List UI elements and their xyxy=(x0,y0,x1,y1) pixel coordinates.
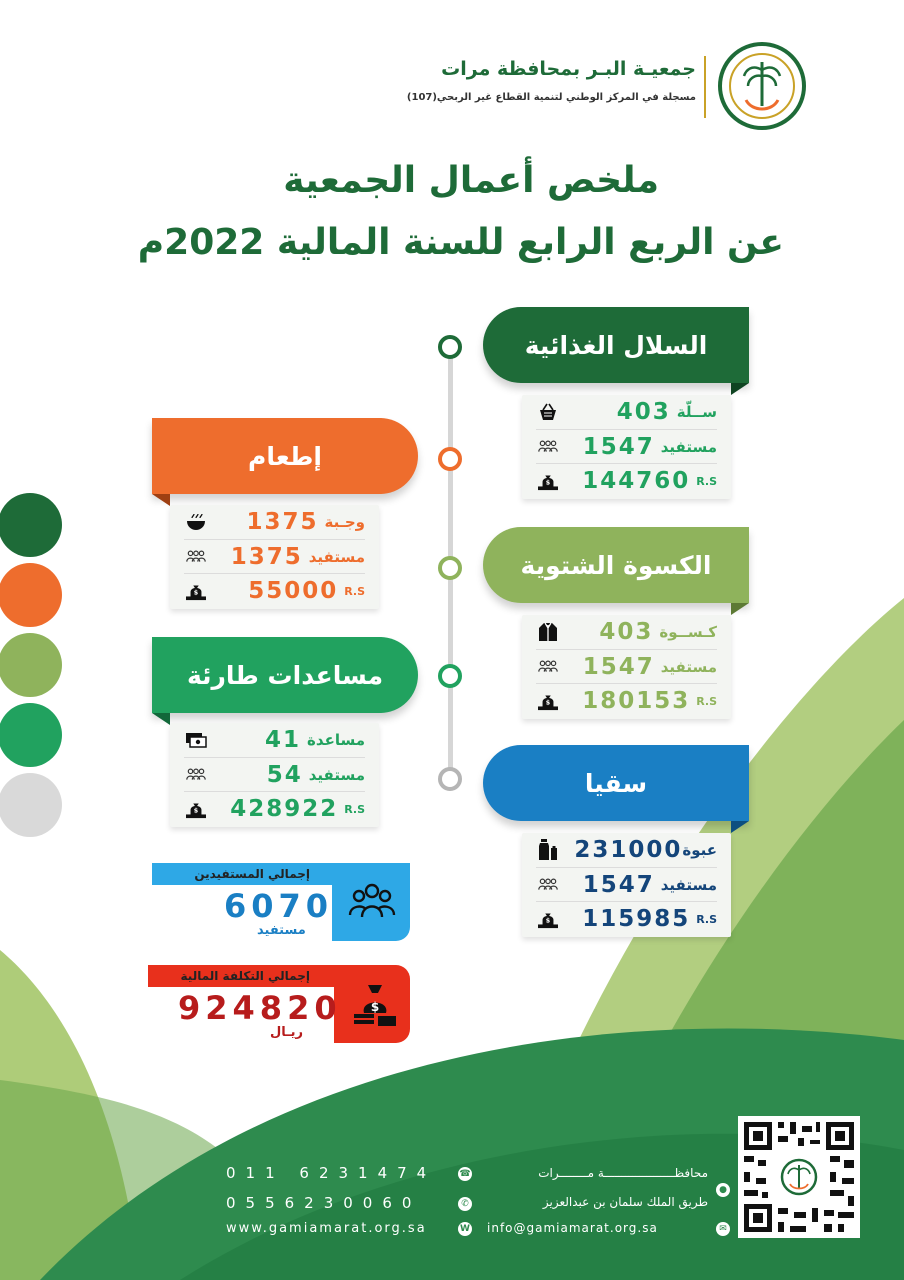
stat-value: 428922 xyxy=(230,796,339,822)
footer-address: طريق الملك سلمان بن عبدالعزيز xyxy=(542,1195,708,1209)
timeline-dot-clothing xyxy=(438,556,462,580)
footer-phone-landline[interactable]: 011 6231474 xyxy=(226,1164,437,1182)
footer-website[interactable]: www.gamiamarat.org.sa xyxy=(226,1221,427,1236)
total-beneficiaries-label: إجمالي المستفيدين xyxy=(194,867,310,881)
stat-row xyxy=(536,867,717,902)
whatsapp-icon: ✆ xyxy=(458,1197,472,1211)
money-bag-icon xyxy=(184,580,208,602)
qr-code[interactable] xyxy=(738,1116,860,1238)
people-icon xyxy=(536,436,560,458)
stat-value: 403 xyxy=(599,619,654,645)
stats-card-winter-clothing xyxy=(522,615,731,719)
category-banner-food-baskets xyxy=(483,307,749,383)
feeding-title: إطعام xyxy=(248,441,322,471)
people-icon xyxy=(184,546,208,568)
stat-row xyxy=(184,791,365,826)
stats-card-feeding xyxy=(170,505,379,609)
page-title: ملخص أعمال الجمعية xyxy=(283,160,659,201)
stats-card-emergency-aid xyxy=(170,723,379,827)
stat-value: 403 xyxy=(616,399,671,425)
stat-value: 1375 xyxy=(230,544,303,570)
currency-label: R.S xyxy=(344,584,365,598)
stat-label: وجـبة xyxy=(324,513,365,531)
page-subtitle: عن الربع الرابع للسنة المالية 2022م xyxy=(137,222,784,263)
category-banner-water xyxy=(483,745,749,821)
stat-label: كـســوة xyxy=(659,623,717,641)
stat-row xyxy=(536,615,717,649)
stat-value: 41 xyxy=(265,727,302,753)
stat-row xyxy=(536,429,717,464)
currency-label: R.S xyxy=(696,474,717,488)
total-cost-box xyxy=(148,965,410,1043)
winter-clothing-title: الكسوة الشتوية xyxy=(520,550,712,580)
header-divider xyxy=(704,56,706,118)
emergency-aid-title: مساعدات طارئة xyxy=(186,660,384,690)
stat-label: مستفيد xyxy=(308,766,365,784)
category-banner-emergency-aid xyxy=(152,637,418,713)
phone-icon: ☎ xyxy=(459,1169,471,1179)
color-dot-light-green xyxy=(0,633,62,697)
currency-label: R.S xyxy=(344,802,365,816)
banner-fold xyxy=(731,603,749,615)
money-bag-icon xyxy=(352,979,398,1029)
banner-fold xyxy=(731,821,749,833)
money-bag-icon xyxy=(536,470,560,492)
stat-value: 1375 xyxy=(246,509,319,535)
jacket-icon xyxy=(536,621,560,643)
stat-value: 55000 xyxy=(248,578,339,604)
stat-row xyxy=(536,395,717,429)
timeline-dot-food xyxy=(438,335,462,359)
stat-label: مستفيد xyxy=(308,548,365,566)
people-icon xyxy=(184,764,208,786)
cash-icon xyxy=(184,729,208,751)
location-icon: ● xyxy=(716,1183,730,1197)
total-cost-unit: ريـال xyxy=(270,1025,303,1040)
stat-row xyxy=(184,723,365,757)
stat-row xyxy=(184,757,365,792)
svg-text:$: $ xyxy=(370,1000,380,1014)
footer-city: محافظــــــــــــــــــــة مــــــــرات xyxy=(538,1166,708,1180)
color-dot-teal xyxy=(0,703,62,767)
group-people-icon xyxy=(348,881,396,921)
category-banner-feeding xyxy=(152,418,418,494)
logo-seal xyxy=(716,40,808,132)
stat-label: مستفيد xyxy=(660,876,717,894)
stat-value: 1547 xyxy=(582,654,655,680)
stat-value: 115985 xyxy=(582,906,691,932)
banner-fold xyxy=(152,494,170,506)
color-dot-orange xyxy=(0,563,62,627)
stat-label: ســلّة xyxy=(676,403,717,421)
stat-value: 1547 xyxy=(582,434,655,460)
stat-row xyxy=(184,539,365,574)
web-icon: W xyxy=(458,1222,472,1236)
currency-label: R.S xyxy=(696,912,717,926)
footer-phone-mobile[interactable]: 0556230060 xyxy=(226,1194,422,1212)
people-icon xyxy=(536,874,560,896)
stat-row xyxy=(536,833,717,867)
color-dot-dark-green xyxy=(0,493,62,557)
stat-row xyxy=(536,901,717,936)
org-name: جمعيـة البـر بمحافظة مرات xyxy=(441,58,696,80)
timeline-dot-emergency xyxy=(438,664,462,688)
total-cost-value: 924820 xyxy=(178,989,342,1027)
currency-label: R.S xyxy=(696,694,717,708)
color-dot-gray xyxy=(0,773,62,837)
stat-value: 231000 xyxy=(574,837,683,863)
money-bag-icon xyxy=(536,908,560,930)
stat-label: مستفيد xyxy=(660,438,717,456)
stat-value: 54 xyxy=(266,762,303,788)
stats-card-food-baskets xyxy=(522,395,731,499)
stat-value: 1547 xyxy=(582,872,655,898)
banner-fold xyxy=(152,713,170,725)
stat-row xyxy=(536,683,717,718)
food-baskets-title: السلال الغذائية xyxy=(524,330,708,360)
org-registration: مسجلة في المركز الوطني لتنمية القطاع غير الربحي(107) xyxy=(406,92,696,103)
water-title: سقيا xyxy=(584,768,648,798)
stat-label: مستفيد xyxy=(660,658,717,676)
money-bag-icon xyxy=(184,798,208,820)
water-bottle-icon xyxy=(536,839,560,861)
stats-card-water xyxy=(522,833,731,937)
total-beneficiaries-box xyxy=(152,863,410,941)
stat-row xyxy=(536,463,717,498)
banner-fold xyxy=(731,383,749,395)
footer-email[interactable]: info@gamiamarat.org.sa xyxy=(487,1221,658,1235)
basket-icon xyxy=(536,401,560,423)
total-cost-label: إجمالي التكلفة المالية xyxy=(180,969,310,983)
category-banner-winter-clothing xyxy=(483,527,749,603)
stat-row xyxy=(184,573,365,608)
stat-row xyxy=(536,649,717,684)
stat-label: مساعدة xyxy=(307,731,365,749)
total-beneficiaries-value: 6070 xyxy=(224,887,334,925)
email-icon: ✉ xyxy=(716,1222,730,1236)
money-bag-icon xyxy=(536,690,560,712)
timeline-dot-feeding xyxy=(438,447,462,471)
stat-row xyxy=(184,505,365,539)
stat-label: عبوة xyxy=(682,841,717,859)
meal-bowl-icon xyxy=(184,511,208,533)
stat-value: 144760 xyxy=(582,468,691,494)
timeline-dot-water xyxy=(438,767,462,791)
people-icon xyxy=(536,656,560,678)
stat-value: 180153 xyxy=(582,688,691,714)
total-beneficiaries-unit: مستفيد xyxy=(257,923,306,938)
